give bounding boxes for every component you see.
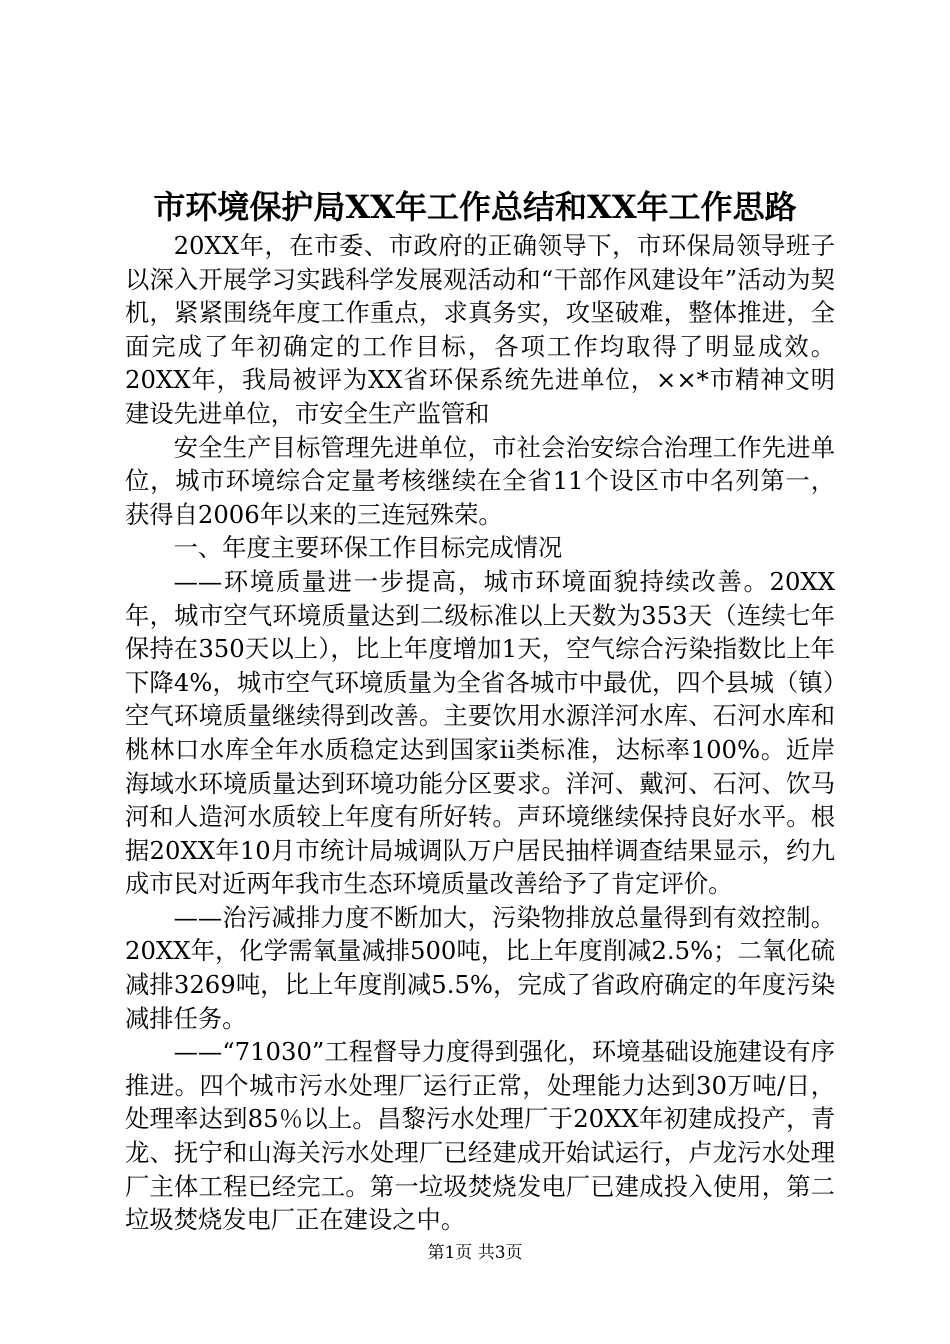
paragraph-awards: 安全生产目标管理先进单位，市社会治安综合治理工作先进单位，城市环境综合定量考核继续在全省11个设区市中名列第一，获得自2006年以来的三连冠殊荣。 bbox=[125, 432, 835, 529]
paragraph-environment-quality: ——环境质量进一步提高，城市环境面貌持续改善。20XX年，城市空气环境质量达到二级标准以上天数为353天（连续七年保持在350天以上），比上年度增加1天，空气综合污染指数比上年下降4%，城市空气环境质量为全省各城市中最优，四个县城（镇）空气环境质量继续得到改善。主要饮用水源洋河水库、石河水库和桃林口水库全年水质稳定达到国家ii类标准，达标率100%。近岸海域水环境质量达到环境功能分区要求。洋河、戴河、石河、饮马河和人造河水质较上年度有所好转。声环境继续保持良好水平。根据20XX年10月市统计局城调队万户居民抽样调查结果显示，约九成市民对近两年我市生态环境质量改善给予了肯定评价。 bbox=[125, 566, 835, 899]
document-title: 市环境保护局XX年工作总结和XX年工作思路 bbox=[153, 188, 797, 226]
paragraph-intro: 20XX年，在市委、市政府的正确领导下，市环保局领导班子以深入开展学习实践科学发展观活动和“干部作风建设年”活动为契机，紧紧围绕年度工作重点，求真务实，攻坚破难，整体推进，全面完成了年初确定的工作目标，各项工作均取得了明显成效。20XX年，我局被评为XX省环保系统先进单位，××*市精神文明建设先进单位，市安全生产监管和 bbox=[125, 231, 835, 428]
page-number: 第1页 共3页 bbox=[427, 1243, 523, 1263]
document-body bbox=[125, 229, 835, 1237]
paragraph-infrastructure: ——“71030”工程督导力度得到强化，环境基础设施建设有序推进。四个城市污水处理厂运行正常，处理能力达到30万吨/日，处理率达到85％以上。昌黎污水处理厂于20XX年初建成投产，青龙、抚宁和山海关污水处理厂已经建成开始试运行，卢龙污水处理厂主体工程已经完工。第一垃圾焚烧发电厂已建成投入使用，第二垃圾焚烧发电厂正在建设之中。 bbox=[125, 1037, 835, 1235]
paragraph-emission-reduction: ——治污减排力度不断加大，污染物排放总量得到有效控制。20XX年，化学需氧量减排500吨，比上年度削减2.5%；二氧化硫减排3269吨，比上年度削减5.5%，完成了省政府确定的年度污染减排任务。 bbox=[125, 902, 835, 1033]
section-heading: 一、年度主要环保工作目标完成情况 bbox=[173, 533, 563, 563]
